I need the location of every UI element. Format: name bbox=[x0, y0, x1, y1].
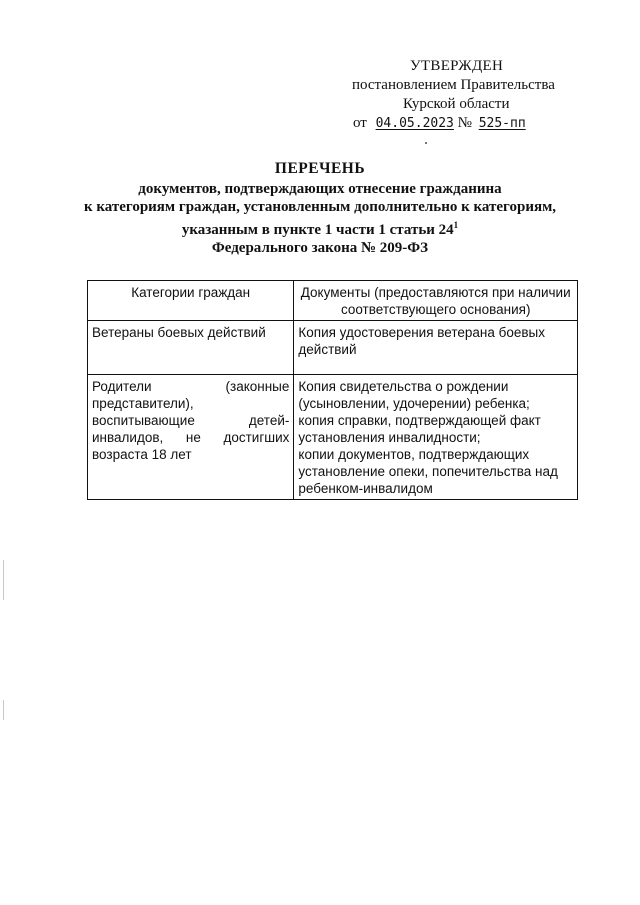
document-title bbox=[70, 160, 570, 257]
table-header-row bbox=[88, 281, 578, 321]
row-2-category: Родители (законные представители), воспитывающие детей-инвалидов, не достигших возраста 18 лет bbox=[88, 375, 294, 500]
scan-speck bbox=[425, 142, 427, 144]
row-2-document-3: копии документов, подтверждающих установление опеки, попечительства над ребенком-инвалидом bbox=[298, 447, 558, 496]
title-line-2: к категориям граждан, установленным дополнительно к категориям, bbox=[83, 199, 557, 215]
documents-table bbox=[87, 280, 578, 500]
approval-number: 525-пп bbox=[478, 116, 526, 131]
number-prefix: № bbox=[457, 115, 472, 131]
approval-line-region: Курской области bbox=[403, 96, 510, 112]
row-1-document-1: Копия удостоверения ветерана боевых действий bbox=[298, 325, 545, 357]
title-line-3-sup: 1 bbox=[453, 220, 459, 230]
scan-margin-mark bbox=[3, 560, 4, 600]
row-2-documents bbox=[294, 375, 578, 500]
scan-margin-mark bbox=[3, 700, 4, 720]
row-1-documents bbox=[294, 321, 578, 375]
header-categories: Категории граждан bbox=[88, 281, 294, 321]
approval-line-resolution: постановлением Правительства bbox=[352, 77, 555, 93]
date-prefix: от bbox=[353, 115, 367, 131]
header-documents: Документы (предоставляются при наличии соответствующего основания) bbox=[294, 281, 578, 321]
title-line-4: Федерального закона № 209-ФЗ bbox=[211, 240, 429, 256]
approval-date: 04.05.2023 bbox=[375, 116, 454, 131]
title-line-3-text: указанным в пункте 1 части 1 статьи 24 bbox=[181, 222, 454, 238]
title-main: ПЕРЕЧЕНЬ bbox=[274, 160, 366, 177]
title-line-3 bbox=[70, 216, 570, 239]
row-1-category: Ветераны боевых действий bbox=[88, 321, 294, 375]
approval-block bbox=[340, 57, 590, 133]
title-line-1: документов, подтверждающих отнесение гражданина bbox=[138, 181, 502, 197]
approval-date-row bbox=[340, 114, 590, 133]
row-2-document-2: копия справки, подтверждающей факт установления инвалидности; bbox=[298, 413, 541, 445]
table-row bbox=[88, 375, 578, 500]
approval-heading: УТВЕРЖДЕН bbox=[410, 58, 504, 74]
row-2-document-1: Копия свидетельства о рождении (усыновлении, удочерении) ребенка; bbox=[298, 379, 530, 411]
table-row bbox=[88, 321, 578, 375]
